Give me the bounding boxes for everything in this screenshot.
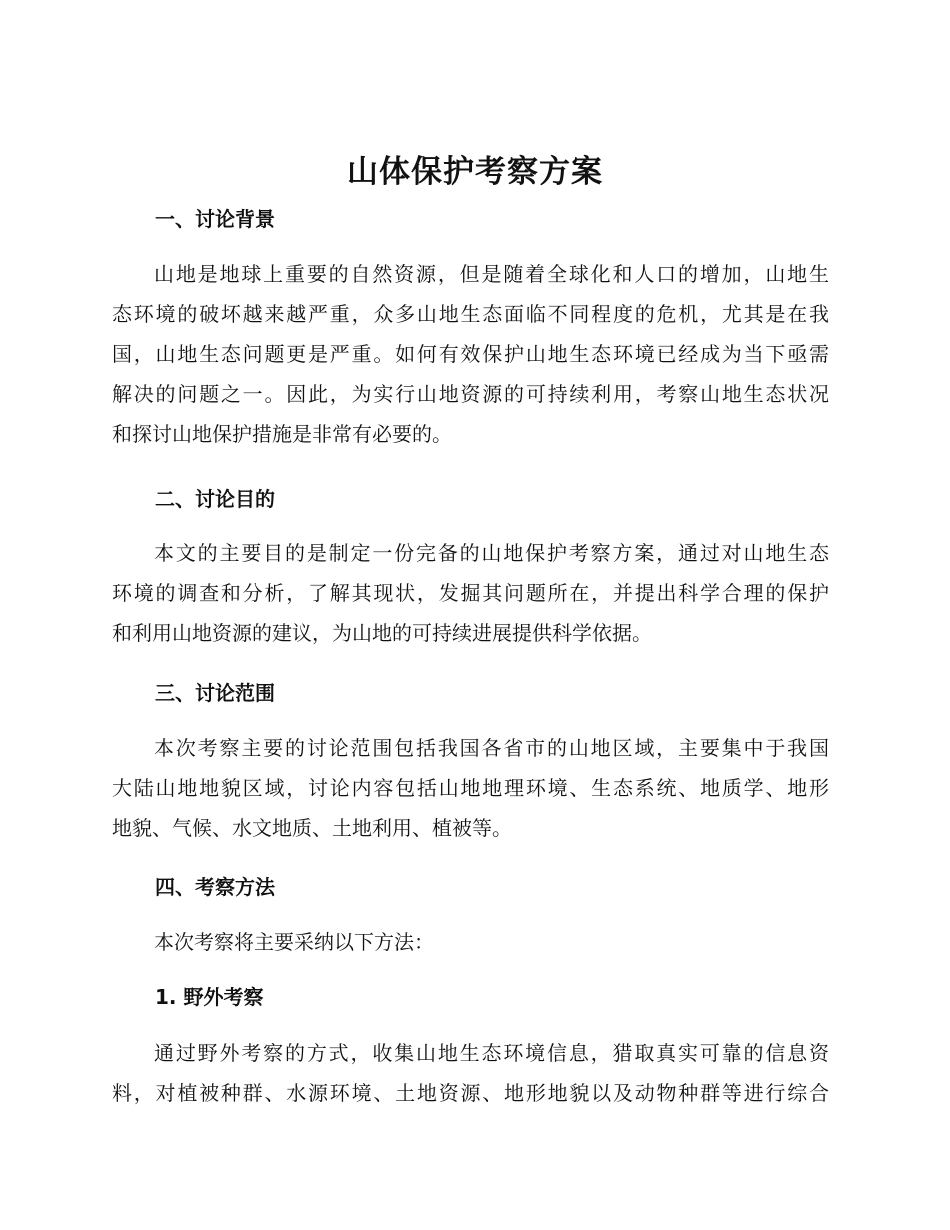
paragraph-line: 本文的主要目的是制定一份完备的山地保护考察方案，通过对山地生态 — [154, 541, 829, 565]
paragraph-line: 国，山地生态问题更是严重。如何有效保护山地生态环境已经成为当下亟需 — [112, 342, 829, 366]
paragraph-methods-intro — [112, 922, 829, 962]
paragraph-line: 地貌、气候、水文地质、土地利用、植被等。 — [112, 816, 512, 840]
section-heading-methods: 四、考察方法 — [155, 875, 275, 899]
paragraph-line: 本次考察将主要采纳以下方法： — [154, 930, 434, 954]
paragraph-line: 和探讨山地保护措施是非常有必要的。 — [112, 422, 452, 446]
paragraph-line: 本次考察主要的讨论范围包括我国各省市的山地区域，主要集中于我国 — [154, 736, 829, 760]
paragraph-line: 态环境的破坏越来越严重，众多山地生态面临不同程度的危机，尤其是在我 — [112, 302, 829, 326]
paragraph-line: 环境的调查和分析，了解其现状，发掘其问题所在，并提出科学合理的保护 — [112, 581, 829, 605]
paragraph-line: 和利用山地资源的建议，为山地的可持续进展提供科学依据。 — [112, 621, 652, 645]
paragraph-field-survey — [112, 1033, 829, 1113]
paragraph-line: 料，对植被种群、水源环境、土地资源、地形地貌以及动物种群等进行综合 — [112, 1081, 829, 1105]
paragraph-background — [112, 254, 829, 454]
paragraph-line: 山地是地球上重要的自然资源，但是随着全球化和人口的增加，山地生 — [154, 262, 829, 286]
section-heading-background: 一、讨论背景 — [155, 207, 275, 231]
paragraph-line: 解决的问题之一。因此，为实行山地资源的可持续利用，考察山地生态状况 — [112, 382, 829, 406]
paragraph-line: 大陆山地地貌区域，讨论内容包括山地地理环境、生态系统、地质学、地形 — [112, 776, 829, 800]
paragraph-line: 通过野外考察的方式，收集山地生态环境信息，猎取真实可靠的信息资 — [154, 1041, 829, 1065]
section-heading-scope: 三、讨论范围 — [155, 681, 275, 705]
paragraph-scope — [112, 728, 829, 848]
subsection-heading-field-survey: 1. 野外考察 — [155, 985, 264, 1009]
paragraph-purpose — [112, 533, 829, 653]
section-heading-purpose: 二、讨论目的 — [155, 487, 275, 511]
document-title: 山体保护考察方案 — [347, 154, 603, 190]
